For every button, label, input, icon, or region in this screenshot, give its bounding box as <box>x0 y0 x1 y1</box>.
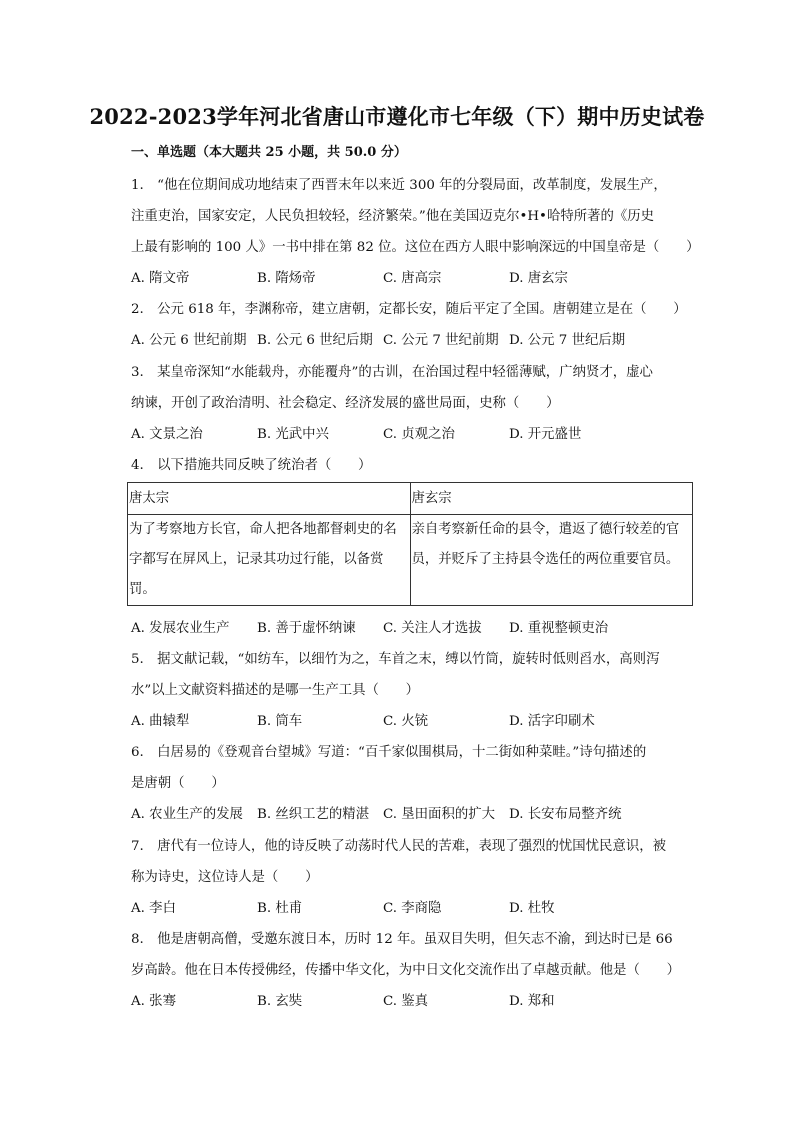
option-d[interactable]: D. 郑和 <box>509 994 555 1009</box>
option-d[interactable]: D. 长安布局整齐统 <box>509 807 622 822</box>
question-2-line-1: 2. 公元 618 年，李渊称帝，建立唐朝，定都长安，随后平定了全国。唐朝建立是在（ ） <box>131 302 687 317</box>
question-3-line-1: 3. 某皇帝深知“水能载舟，亦能覆舟”的古训，在治国过程中轻徭薄赋，广纳贤才，虚心 <box>131 365 653 380</box>
option-b[interactable]: B. 丝织工艺的精湛 <box>257 807 370 822</box>
question-8-line-2: 岁高龄。他在日本传授佛经，传播中华文化，为中日文化交流作出了卓越贡献。他是（ ） <box>131 963 681 978</box>
option-a[interactable]: A. 公元 6 世纪前期 <box>131 333 247 348</box>
question-5-line-2: 水”以上文献资料描述的是哪一生产工具（ ） <box>131 683 420 698</box>
option-d[interactable]: D. 活字印刷术 <box>509 714 595 729</box>
question-7-line-2: 称为诗史，这位诗人是（ ） <box>131 870 319 885</box>
question-6-line-2: 是唐朝（ ） <box>131 776 225 791</box>
table-cell: 为了考察地方长官，命人把各地都督刺史的名字都写在屏风上，记录其功过行能，以备赏罚。 <box>128 515 411 606</box>
question-4-line-1: 4. 以下措施共同反映了统治者（ ） <box>131 458 372 473</box>
option-c[interactable]: C. 关注人才选拔 <box>383 621 482 636</box>
option-b[interactable]: B. 善于虚怀纳谏 <box>257 621 356 636</box>
option-d[interactable]: D. 重视整顿吏治 <box>509 621 609 636</box>
question-1-line-3: 上最有影响的 100 人》一书中排在第 82 位。这位在西方人眼中影响深远的中国皇帝是（ ） <box>131 240 700 255</box>
option-d[interactable]: D. 唐玄宗 <box>509 271 568 286</box>
option-a[interactable]: A. 文景之治 <box>131 427 203 442</box>
question-7-line-1: 7. 唐代有一位诗人，他的诗反映了动荡时代人民的苦难，表现了强烈的忧国忧民意识，被 <box>131 839 667 854</box>
option-c[interactable]: C. 唐高宗 <box>383 271 442 286</box>
table-header-cell: 唐玄宗 <box>410 483 693 515</box>
option-c[interactable]: C. 贞观之治 <box>383 427 455 442</box>
question-6-line-1: 6. 白居易的《登观音台望城》写道：“百千家似围棋局，十二街如种菜畦。”诗句描述的 <box>131 745 647 760</box>
question-5-line-1: 5. 据文献记载，“如纺车，以细竹为之，车首之末，缚以竹筒，旋转时低则舀水，高则泻 <box>131 652 660 667</box>
option-b[interactable]: B. 光武中兴 <box>257 427 329 442</box>
table-header-cell: 唐太宗 <box>128 483 411 515</box>
option-d[interactable]: D. 公元 7 世纪后期 <box>509 333 626 348</box>
option-d[interactable]: D. 开元盛世 <box>509 427 582 442</box>
option-a[interactable]: A. 曲辕犁 <box>131 714 190 729</box>
option-b[interactable]: B. 隋炀帝 <box>257 271 316 286</box>
option-a[interactable]: A. 张骞 <box>131 994 176 1009</box>
question-4-table <box>127 482 693 606</box>
question-8-line-1: 8. 他是唐朝高僧，受邀东渡日本，历时 12 年。虽双目失明，但矢志不渝，到达时已是 66 <box>131 932 673 947</box>
option-c[interactable]: C. 火铳 <box>383 714 429 729</box>
option-b[interactable]: B. 玄奘 <box>257 994 303 1009</box>
table-header-row <box>128 483 693 515</box>
option-c[interactable]: C. 李商隐 <box>383 901 442 916</box>
question-1-line-1: 1. “他在位期间成功地结束了西晋末年以来近 300 年的分裂局面，改革制度，发展生产， <box>131 178 667 193</box>
option-d[interactable]: D. 杜牧 <box>509 901 555 916</box>
table-row <box>128 515 693 606</box>
option-b[interactable]: B. 公元 6 世纪后期 <box>257 333 373 348</box>
option-a[interactable]: A. 发展农业生产 <box>131 621 230 636</box>
option-b[interactable]: B. 筒车 <box>257 714 303 729</box>
option-a[interactable]: A. 农业生产的发展 <box>131 807 243 822</box>
option-c[interactable]: C. 公元 7 世纪前期 <box>383 333 499 348</box>
page-title: 2022-2023学年河北省唐山市遵化市七年级（下）期中历史试卷 <box>89 104 705 129</box>
option-a[interactable]: A. 隋文帝 <box>131 271 190 286</box>
option-b[interactable]: B. 杜甫 <box>257 901 303 916</box>
option-c[interactable]: C. 鉴真 <box>383 994 429 1009</box>
question-1-line-2: 注重吏治，国家安定，人民负担较轻，经济繁荣。”他在美国迈克尔•H•哈特所著的《历史 <box>131 209 655 224</box>
question-3-line-2: 纳谏，开创了政治清明、社会稳定、经济发展的盛世局面，史称（ ） <box>131 396 560 411</box>
table-cell: 亲自考察新任命的县令，遣返了德行较差的官员，并贬斥了主持县令选任的两位重要官员。 <box>410 515 693 606</box>
option-a[interactable]: A. 李白 <box>131 901 176 916</box>
section-heading: 一、单选题（本大题共 25 小题，共 50.0 分） <box>131 145 407 160</box>
option-c[interactable]: C. 垦田面积的扩大 <box>383 807 496 822</box>
